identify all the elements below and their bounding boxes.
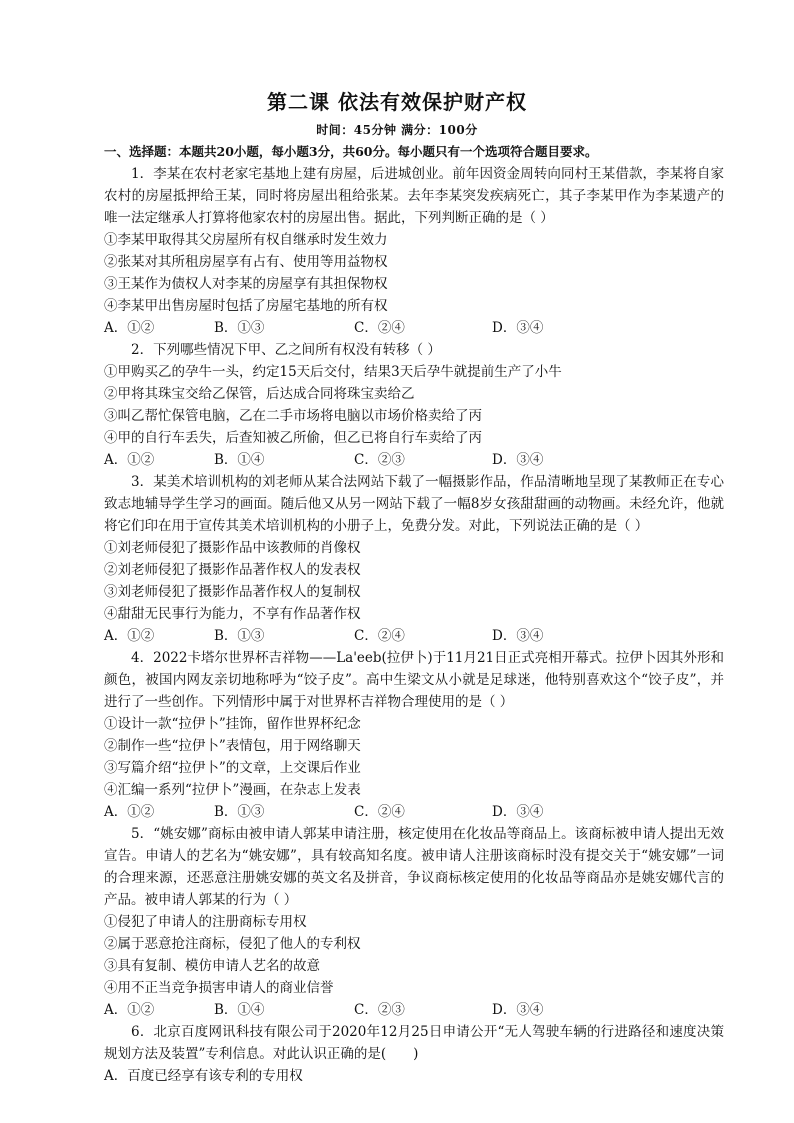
statement: ①李某甲取得其父房屋所有权自继承时发生效力 [104, 232, 388, 248]
option-a: A．①② [104, 1002, 155, 1018]
option-b: B．①③ [214, 320, 265, 336]
question-6 [104, 1021, 724, 1087]
statement: ①侵犯了申请人的注册商标专用权 [104, 914, 307, 930]
section-heading: 一、选择题：本题共20小题，每小题3分，共60分。每小题只有一个选项符合题目要求。 [104, 144, 598, 159]
question-stem: 2．下列哪些情况下甲、乙之间所有权没有转移（ ） [131, 342, 441, 358]
statement: ④甜甜无民事行为能力，不享有作品著作权 [104, 606, 361, 622]
option-c: C．②④ [354, 804, 405, 820]
statement: ③刘老师侵犯了摄影作品著作权人的复制权 [104, 584, 361, 600]
option-b: B．①③ [214, 628, 265, 644]
statement: ②属于恶意抢注商标，侵犯了他人的专利权 [104, 936, 361, 952]
option-a: A．百度已经享有该专利的专用权 [104, 1068, 303, 1084]
statement: ④甲的自行车丢失，后查知被乙所偷，但乙已将自行车卖给了丙 [104, 430, 482, 446]
statement: ②刘老师侵犯了摄影作品著作权人的发表权 [104, 562, 361, 578]
question-3 [104, 471, 724, 647]
option-d: D．③④ [492, 1002, 544, 1018]
statement: ③王某作为债权人对李某的房屋享有其担保物权 [104, 276, 388, 292]
statement: ②张某对其所租房屋享有占有、使用等用益物权 [104, 254, 388, 270]
answer-options [104, 317, 724, 339]
question-stem: 6．北京百度网讯科技有限公司于2020年12月25日申请公开“无人驾驶车辆的行进路径和速度决策规划方法及装置”专利信息。对此认识正确的是( ) [104, 1024, 724, 1062]
option-b: B．①④ [214, 452, 265, 468]
exam-meta: 时间：45分钟 满分：100分 [316, 123, 478, 137]
statement: ④汇编一系列“拉伊卜”漫画，在杂志上发表 [104, 782, 361, 798]
option-d: D．③④ [492, 628, 544, 644]
statement: ④用不正当竞争损害申请人的商业信誉 [104, 980, 334, 996]
question-stem: 5．“姚安娜”商标由被申请人郭某申请注册，核定使用在化妆品等商品上。该商标被申请人提出无效宣告。申请人的艺名为“姚安娜”，具有较高知名度。被申请人注册该商标时没有提交关于“姚安娜”一词的合理来源，还恶意注册姚安娜的英文名及拼音，争议商标核定使用的化妆品等商品亦是姚安娜代言的产品。被申请人郭某的行为（ ） [104, 826, 724, 908]
page-title: 第二课 依法有效保护财产权 [267, 90, 527, 114]
question-stem: 4．2022卡塔尔世界杯吉祥物——La'eeb(拉伊卜)于11月21日正式亮相开幕式。拉伊卜因其外形和颜色，被国内网友亲切地称呼为“饺子皮”。高中生梁文从小就是足球迷，他特别喜欢这个“饺子皮”，并进行了一些创作。下列情形中属于对世界杯吉祥物合理使用的是（ ） [104, 650, 724, 710]
question-2 [104, 339, 724, 471]
answer-options [104, 449, 724, 471]
statement: ②制作一些“拉伊卜”表情包，用于网络聊天 [104, 738, 361, 754]
statement: ③叫乙帮忙保管电脑，乙在二手市场将电脑以市场价格卖给了丙 [104, 408, 482, 424]
option-d: D．③④ [492, 804, 544, 820]
option-d: D．③④ [492, 452, 544, 468]
option-a: A．①② [104, 628, 155, 644]
option-c: C．②③ [354, 1002, 405, 1018]
option-a: A．①② [104, 804, 155, 820]
option-c: C．②③ [354, 452, 405, 468]
statement: ①设计一款“拉伊卜”挂饰，留作世界杯纪念 [104, 716, 361, 732]
statement: ④李某甲出售房屋时包括了房屋宅基地的所有权 [104, 298, 388, 314]
statement: ②甲将其珠宝交给乙保管，后达成合同将珠宝卖给乙 [104, 386, 415, 402]
option-d: D．③④ [492, 320, 544, 336]
question-1 [104, 163, 724, 339]
option-c: C．②④ [354, 628, 405, 644]
statement: ③写篇介绍“拉伊卜”的文章，上交课后作业 [104, 760, 361, 776]
question-4 [104, 647, 724, 823]
option-c: C．②④ [354, 320, 405, 336]
option-a: A．①② [104, 452, 155, 468]
question-list [104, 141, 724, 1087]
question-stem: 1．李某在农村老家宅基地上建有房屋，后进城创业。前年因资金周转向同村王某借款，李某将自家农村的房屋抵押给王某，同时将房屋出租给张某。去年李某突发疾病死亡，其子李某甲作为李某遗产的唯一法定继承人打算将他家农村的房屋出售。据此，下列判断正确的是（ ） [104, 166, 724, 226]
question-stem: 3．某美术培训机构的刘老师从某合法网站下载了一幅摄影作品，作品清晰地呈现了某教师正在专心致志地辅导学生学习的画面。随后他又从另一网站下载了一幅8岁女孩甜甜画的动物画。未经允许，他就将它们印在用于宣传其美术培训机构的小册子上，免费分发。对此，下列说法正确的是（ ） [104, 474, 724, 534]
option-a: A．①② [104, 320, 155, 336]
question-5 [104, 823, 724, 1021]
answer-options [104, 999, 724, 1021]
statement: ③具有复制、模仿申请人艺名的故意 [104, 958, 320, 974]
answer-options [104, 625, 724, 647]
answer-options [104, 801, 724, 823]
statement: ①刘老师侵犯了摄影作品中该教师的肖像权 [104, 540, 361, 556]
statement: ①甲购买乙的孕牛一头，约定15天后交付，结果3天后孕牛就提前生产了小牛 [104, 364, 562, 380]
option-b: B．①④ [214, 1002, 265, 1018]
option-b: B．①③ [214, 804, 265, 820]
